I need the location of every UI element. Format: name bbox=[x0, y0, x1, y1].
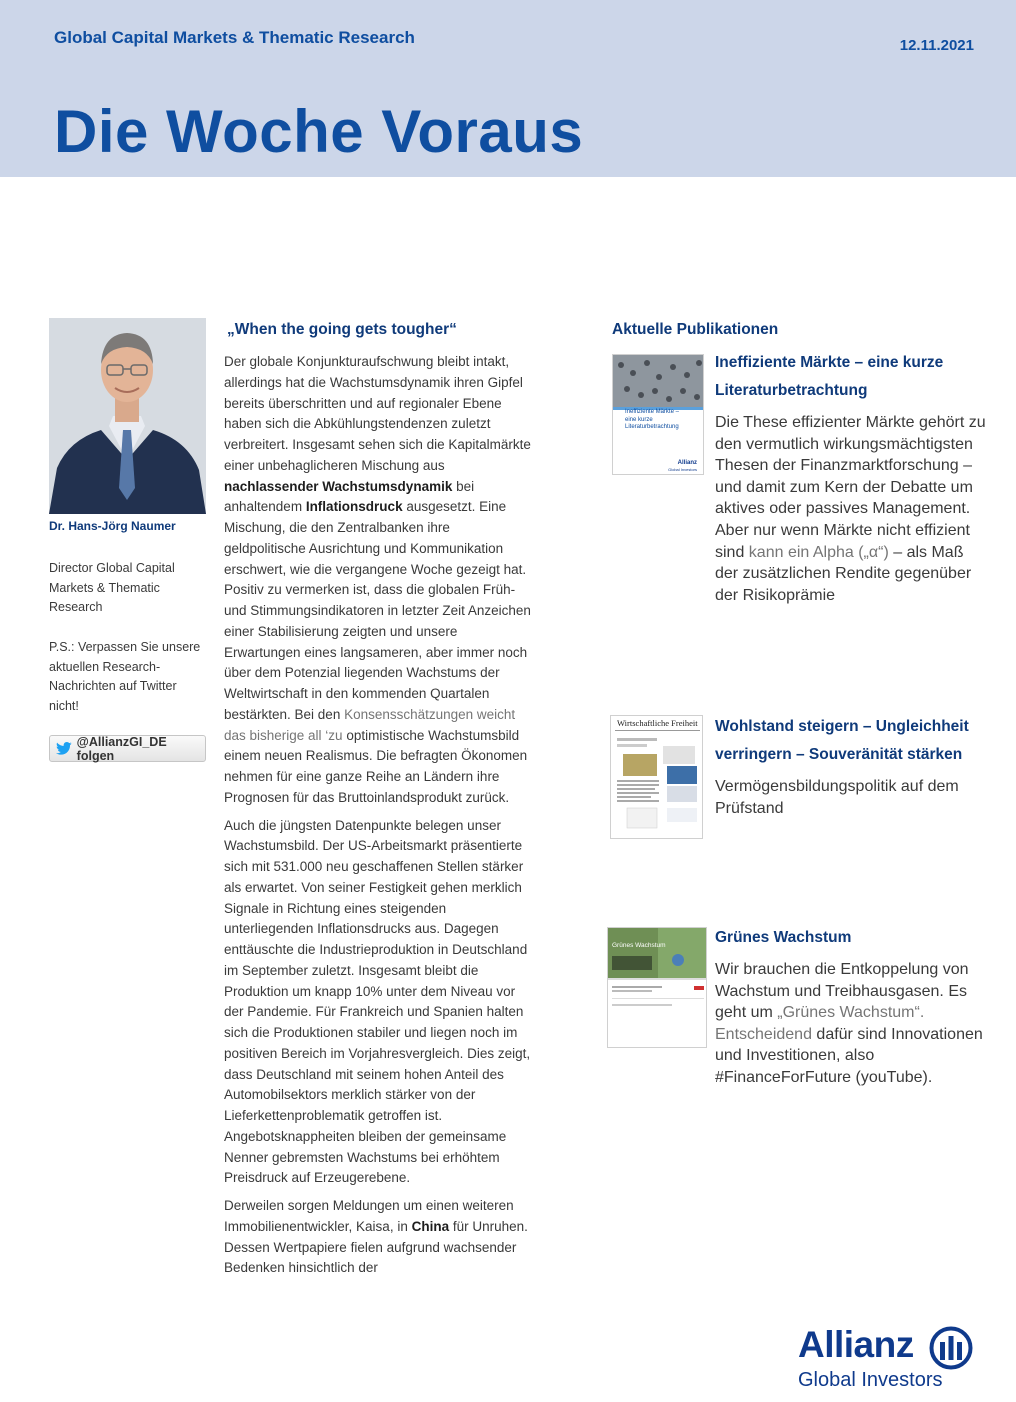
thumbnail-brand-sub: Global Investors bbox=[668, 467, 697, 472]
article-paragraph bbox=[224, 1196, 534, 1279]
text-run: für Unruhen. Dessen Wertpapiere fielen aufgrund wachsender Bedenken hinsichtlich der bbox=[224, 1218, 528, 1276]
header-banner bbox=[0, 0, 1016, 177]
twitter-follow-label: @AllianzGI_DE folgen bbox=[76, 734, 167, 763]
text-run: Konsensschätzungen weicht das bisherige all ‘zu bbox=[224, 706, 516, 743]
publication-title-link[interactable]: Ineffiziente Märkte – eine kurze Literaturbetrachtung bbox=[715, 354, 944, 399]
text-run: „Grünes Wachstum“. Entscheidend bbox=[715, 1004, 925, 1043]
thumbnail-caption: Grünes Wachstum bbox=[612, 942, 666, 949]
publication-thumbnail[interactable] bbox=[607, 927, 707, 1048]
publication-description bbox=[715, 959, 987, 1089]
author-portrait bbox=[49, 318, 206, 514]
author-name: Dr. Hans-Jörg Naumer bbox=[49, 519, 176, 533]
article-body bbox=[224, 352, 534, 1286]
publication-thumbnail[interactable] bbox=[610, 715, 703, 839]
emphasis-text: Inflationsdruck bbox=[305, 499, 403, 515]
article-title: „When the going gets tougher“ bbox=[227, 321, 457, 338]
thumbnail-brand: Allianz bbox=[677, 460, 697, 466]
text-run: bei anhaltendem bbox=[224, 478, 475, 515]
publication-title-link[interactable]: Grünes Wachstum bbox=[715, 929, 852, 946]
publication-title-link[interactable]: Wohlstand steigern – Ungleichheit verringern – Souveränität stärken bbox=[715, 718, 969, 763]
portrait-image bbox=[49, 318, 206, 514]
allianz-logo bbox=[778, 1316, 998, 1402]
page-title: Die Woche Voraus bbox=[54, 98, 584, 165]
publication-description bbox=[715, 412, 987, 606]
publication-description: Vermögensbildungspolitik auf dem Prüfstand bbox=[715, 778, 959, 817]
text-run: kann ein Alpha („α“) bbox=[748, 543, 889, 561]
article-paragraph: Auch die jüngsten Datenpunkte belegen unser Wachstumsbild. Der US-Arbeitsmarkt präsentierte sich mit 531.000 neu geschaffenen Stellen stärker als erwartet. Von seiner Festigkeit gehen merklich Signale in Richtung eines steigenden unterliegenden Inflationsdrucks aus. Dagegen enttäuschte die Industrieproduktion in Deutschland im September zuletzt. Insgesamt bleibt die Produktion um knapp 10% unter dem Niveau vor der Pandemie. Für Frankreich und Spanien halten sich die Produktionen stabiler und liegen noch im positiven Bereich im Vorjahresvergleich. Dies zeigt, dass Deutschland mit seinem hohen Anteil des Automobilsektors merklich stärker von der Lieferkettenproblematik getroffen ist. Angebotsknappheiten bleiben der gemeinsame Nenner gebremsten Wachstums bei erhöhtem Preisdruck auf Erzeugerebene. bbox=[224, 817, 531, 1186]
publication-thumbnail[interactable] bbox=[612, 354, 704, 475]
article-paragraph bbox=[224, 352, 534, 809]
header-date: 12.11.2021 bbox=[899, 37, 974, 54]
emphasis-text: China bbox=[411, 1218, 450, 1234]
text-run: Derweilen sorgen Meldungen um einen weiteren Immobilienentwickler, Kaisa, in bbox=[224, 1198, 514, 1234]
publications-heading: Aktuelle Publikationen bbox=[612, 321, 779, 338]
header-subtitle: Global Capital Markets & Thematic Research bbox=[54, 28, 415, 47]
text-run: ausgesetzt. Eine Mischung, die den Zentralbanken ihre geldpolitische Ausrichtung und Kommunikation erschwert, wie die vergangene Woche gezeigt hat. Positiv zu vermerken ist, dass die globalen Früh- und Stimmungsindikatoren in letzter Zeit Anzeichen einer Stabilisierung zeigten und unsere Erwartungen eines langsameren, aber immer noch über dem Potenzial liegenden Wachstums der Weltwirtschaft in den kommenden Quartalen bestärkten. Bei den bbox=[224, 499, 531, 722]
author-role: Director Global Capital Markets & Thematic Research bbox=[49, 561, 175, 614]
text-run: Der globale Konjunkturaufschwung bleibt intakt, allerdings hat die Wachstumsdynamik ihren Gipfel bereits überschritten und auf regionaler Ebene haben sich die Abkühlungstendenzen zuletzt verbreitert. Insgesamt sehen sich die Kapitalmärkte einer unbehaglicheren Mischung aus bbox=[224, 354, 531, 473]
author-postscript: P.S.: Verpassen Sie unsere aktuellen Research-Nachrichten auf Twitter nicht! bbox=[49, 640, 201, 713]
text-run: – als Maß der zusätzlichen Rendite gegenüber der Risikoprämie bbox=[715, 543, 972, 604]
allianz-eagle-icon bbox=[929, 1326, 973, 1370]
emphasis-text: nachlassender Wachstumsdynamik bbox=[224, 478, 453, 494]
thumbnail-caption: Wirtschaftliche Freiheit bbox=[617, 718, 698, 728]
logo-subtitle: Global Investors bbox=[798, 1369, 943, 1391]
webpage-screenshot-image bbox=[611, 716, 703, 839]
text-run: Die These effizienter Märkte gehört zu den vermutlich wirkungsmächtigsten Thesen der Finanzmarktforschung – und damit zum Kern der Debatte um aktives oder passives Management. Aber nur wenn Märkte nicht effizient sind bbox=[715, 414, 986, 561]
thumbnail-caption: Ineffiziente Märkte – eine kurze Literaturbetrachtung bbox=[625, 409, 679, 430]
text-run: dafür sind Innovationen und Investitionen, also #FinanceForFuture (youTube). bbox=[715, 1025, 983, 1086]
logo-wordmark: Allianz bbox=[798, 1324, 914, 1365]
text-run: optimistische Wachstumsbild einem neuen Realismus. Die befragten Ökonomen nehmen für eine ganze Reihe an Ländern ihre Prognosen für das Bruttoinlandsprodukt zurück. bbox=[224, 727, 528, 805]
twitter-bird-icon bbox=[56, 742, 72, 755]
text-run: Wir brauchen die Entkoppelung von Wachstum und Treibhausgasen. Es geht um bbox=[715, 961, 969, 1022]
twitter-follow-button[interactable] bbox=[49, 735, 206, 762]
